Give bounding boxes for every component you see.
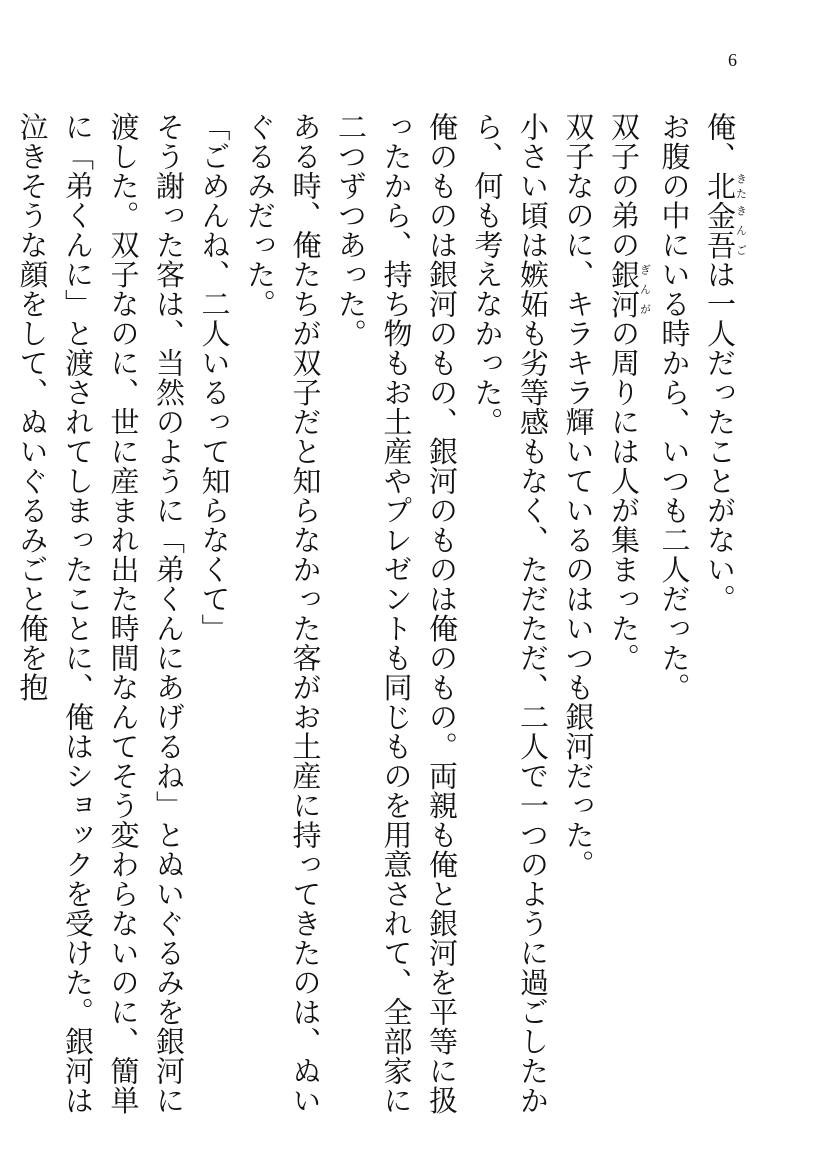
paragraph-4: 双子なのに、キラキラ輝いているのはいつも銀河だった。 <box>561 112 596 879</box>
paragraph-3 <box>601 112 652 1122</box>
paragraph-2: お腹の中にいる時から、いつも二人だった。 <box>657 112 692 702</box>
paragraph-6: 俺のものは銀河のもの、銀河のものは俺のもの。両親も俺と銀河を平等に扱ったから、持ち物もお土産やプレゼントも同じものを用意されて、全部家に二つずつあった。 <box>334 112 459 1115</box>
paragraph-9: そう謝った客は、当然のように「弟くんにあげるね」とぬいぐるみを銀河に渡した。双子なのに、世に産まれ出た時間なんてそう変わらないのに、簡単に「弟くんに」と渡されてしまったことに、俺はショックを受けた。銀河は泣きそうな顔をして、ぬいぐるみごと俺を抱 <box>15 112 186 1115</box>
paragraph-5: 小さい頃は嫉妬も劣等感もなく、ただただ、二人で一つのように過ごしたから、何も考えなかった。 <box>470 112 550 1115</box>
ruby-reading-ginga: ぎんが <box>638 259 652 319</box>
paragraph-3-text-a: 双子の弟の <box>607 112 641 260</box>
furigana-kingo <box>703 200 748 260</box>
vertical-text-body <box>15 112 748 1122</box>
paragraph-3-text-b: の周りには人が集まった。 <box>607 318 641 673</box>
furigana-ginga <box>607 259 652 319</box>
furigana-kita <box>703 171 748 201</box>
ruby-base-kita: 北 <box>703 171 737 201</box>
paragraph-7: ある時、俺たちが双子だと知らなかった客がお土産に持ってきたのは、ぬいぐるみだった。 <box>243 112 323 1115</box>
paragraph-1-text-b: は一人だったことがない。 <box>703 259 737 614</box>
paragraph-1-text-a: 俺、 <box>703 112 737 171</box>
ruby-reading-kita: きた <box>734 171 748 201</box>
ruby-reading-kingo: きんご <box>734 200 748 260</box>
page-number: 6 <box>728 50 737 70</box>
ruby-base-ginga: 銀河 <box>607 259 641 319</box>
paragraph-1 <box>697 112 748 1122</box>
ruby-base-kingo: 金吾 <box>703 200 737 260</box>
paragraph-8: 「ごめんね、二人いるって知らなくて」 <box>197 112 232 643</box>
